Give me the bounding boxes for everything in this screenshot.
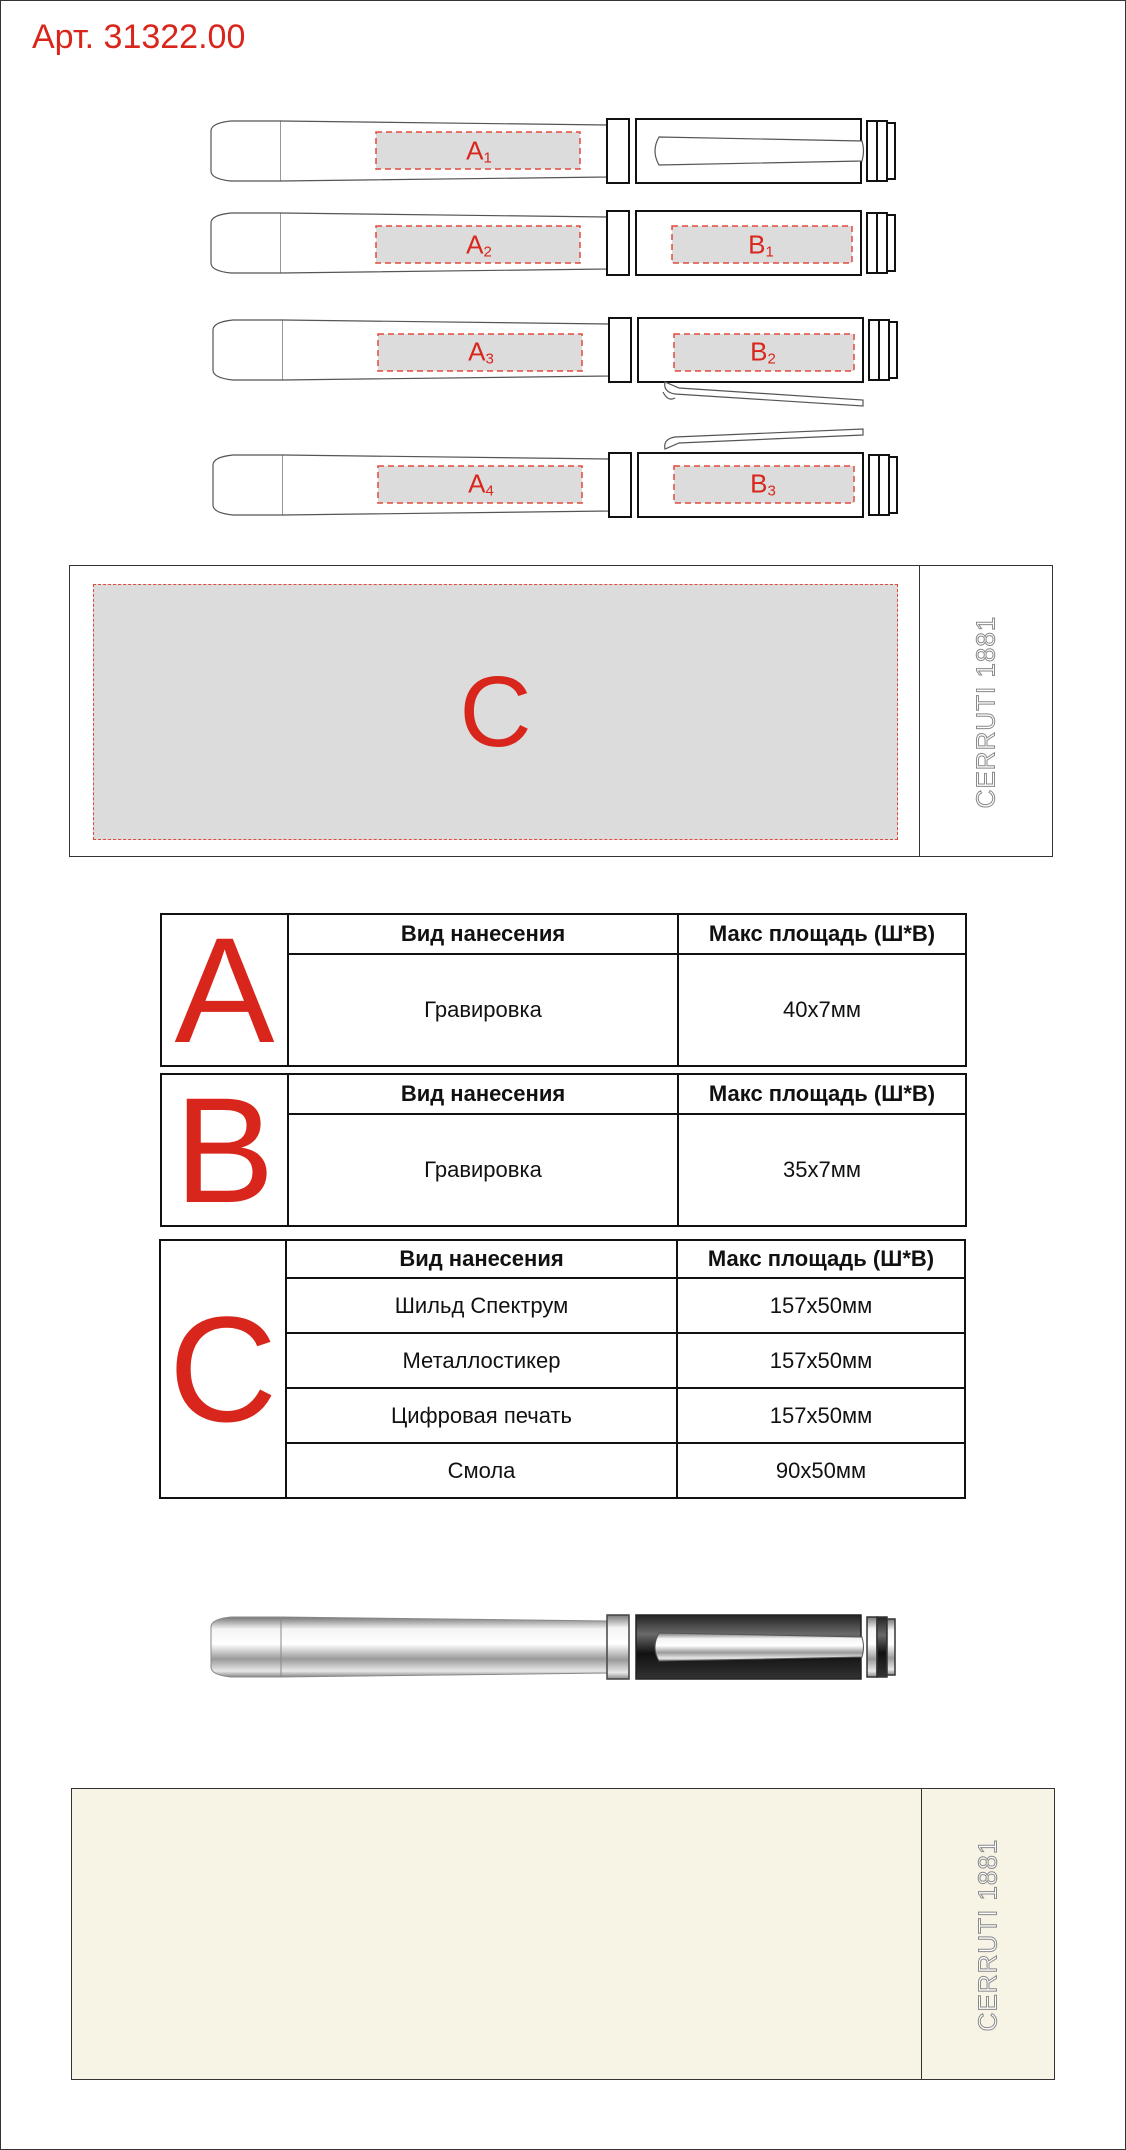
- zone-label-a1: $A_1$: [466, 135, 492, 167]
- zone-label-b2: $B_2$: [750, 336, 776, 368]
- pen-view-3: [213, 318, 897, 406]
- zone-c-area: [93, 584, 898, 840]
- table-zone-b: [160, 1066, 967, 1234]
- table-c-letter: C: [160, 1240, 286, 1498]
- table-a-header-method: Вид нанесения: [288, 914, 678, 954]
- zone-label-c: C: [459, 655, 532, 768]
- box-divider: [919, 566, 920, 856]
- table-a-row-area: 40x7мм: [678, 954, 966, 1066]
- gift-box-outline: [69, 565, 1053, 857]
- table-zone-a: [160, 906, 967, 1074]
- box-brand-text: CERRUTI 1881: [970, 615, 1001, 809]
- table-b-header-area: Макс площадь (Ш*В): [678, 1074, 966, 1114]
- table-a-letter: A: [161, 914, 288, 1066]
- pen-product-photo: [211, 1615, 895, 1679]
- table-b-letter: B: [161, 1074, 288, 1226]
- table-a-header-area: Макс площадь (Ш*В): [678, 914, 966, 954]
- box-photo-divider: [921, 1789, 922, 2079]
- table-zone-c: [159, 1239, 966, 1499]
- zone-label-b3: $B_3$: [750, 468, 776, 500]
- table-c-row-method: Цифровая печать: [286, 1388, 677, 1443]
- table-a-row-method: Гравировка: [288, 954, 678, 1066]
- table-c-header-method: Вид нанесения: [286, 1240, 677, 1278]
- table-c-row-area: 157x50мм: [677, 1388, 965, 1443]
- pen-view-4: [213, 429, 897, 517]
- table-c-row-method: Шильд Спектрум: [286, 1278, 677, 1333]
- article-number: Арт. 31322.00: [32, 18, 246, 56]
- table-c-row-area: 157x50мм: [677, 1333, 965, 1388]
- zone-label-a2: $A_2$: [466, 229, 492, 261]
- table-b-header-method: Вид нанесения: [288, 1074, 678, 1114]
- zone-label-a3: $A_3$: [468, 336, 494, 368]
- table-c-row-method: Металлостикер: [286, 1333, 677, 1388]
- table-c-header-area: Макс площадь (Ш*В): [677, 1240, 965, 1278]
- box-photo-brand-text: CERRUTI 1881: [972, 1838, 1003, 2032]
- zone-label-a4: $A_4$: [468, 468, 494, 500]
- pen-view-2: [211, 211, 895, 275]
- table-c-row-area: 90x50мм: [677, 1443, 965, 1498]
- table-b-row-area: 35x7мм: [678, 1114, 966, 1226]
- pen-view-1: [211, 119, 895, 183]
- table-b-row-method: Гравировка: [288, 1114, 678, 1226]
- zone-label-b1: $B_1$: [748, 229, 774, 261]
- table-c-row-method: Смола: [286, 1443, 677, 1498]
- table-c-row-area: 157x50мм: [677, 1278, 965, 1333]
- gift-box-photo: [71, 1788, 1055, 2080]
